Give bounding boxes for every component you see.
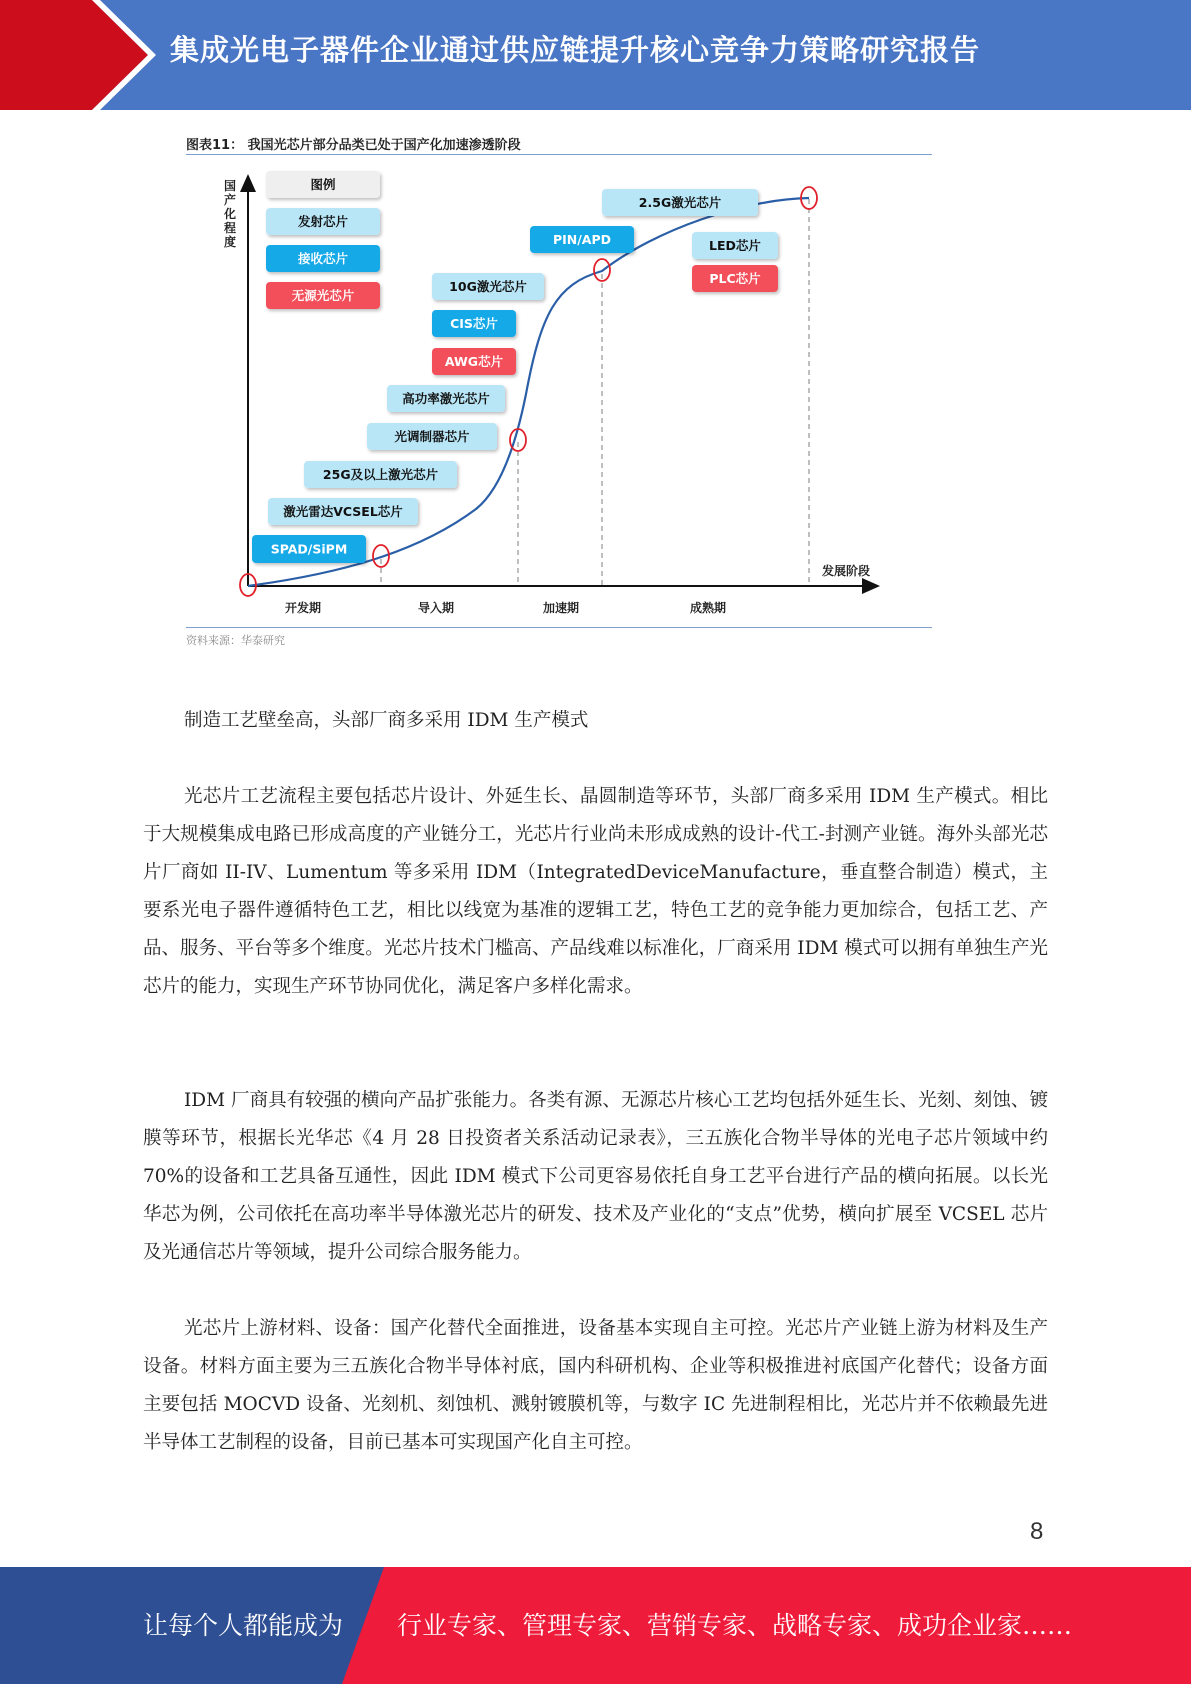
legend-item-label: 接收芯片 xyxy=(297,251,349,266)
chip-item-label: 25G及以上激光芯片 xyxy=(322,467,439,482)
footer-slogan-left: 让每个人都能成为 xyxy=(143,1611,344,1640)
x-axis-label: 发展阶段 xyxy=(822,564,871,578)
legend-item-label: 发射芯片 xyxy=(297,214,349,229)
chip-item xyxy=(602,189,758,216)
paragraph-text: 光芯片工艺流程主要包括芯片设计、外延生长、晶圆制造等环节，头部厂商多采用 IDM 生产模式。相比于大规模集成电路已形成高度的产业链分工，光芯片行业尚未形成成熟的设计-代工-封测产业链。海外头部光芯片厂商如 II-IV、Lumentum 等多采用 IDM（IntegratedDeviceManufacture，垂直整合制造）模式，主要系光电子器件遵循特色工艺，相比以线宽为基准的逻辑工艺，特色工艺的竞争能力更加综合，包括工艺、产品、服务、平台等多个维度。光芯片技术门槛高、产品线难以标准化，厂商采用 IDM 模式可以拥有单独生产光芯片的能力，实现生产环节协同优化，满足客户多样化需求。 xyxy=(143,786,1048,997)
body-paragraph-1 xyxy=(143,778,1048,1006)
chip-item-label: 光调制器芯片 xyxy=(394,429,470,444)
footer-slogan-right: 行业专家、管理专家、营销专家、战略专家、成功企业家…… xyxy=(397,1611,1073,1640)
paragraph-text: IDM 厂商具有较强的横向产品扩张能力。各类有源、无源芯片核心工艺均包括外延生长、光刻、刻蚀、镀膜等环节，根据长光华芯《4 月 28 日投资者关系活动记录表》，三五族化合物半导体的光电子芯片领域中约 70%的设备和工艺具备互通性，因此 IDM 模式下公司更容易依托自身工艺平台进行产品的横向拓展。以长光华芯为例，公司依托在高功率半导体激光芯片的研发、技术及产业化的“支点”优势，横向扩展至 VCSEL 芯片及光通信芯片等领域，提升公司综合服务能力。 xyxy=(143,1090,1048,1263)
chip-item xyxy=(432,348,516,375)
y-axis-label-char: 度 xyxy=(223,235,237,249)
section-heading: 制造工艺壁垒高，头部厂商多采用 IDM 生产模式 xyxy=(184,710,589,731)
page-number: 8 xyxy=(1030,1518,1044,1545)
legend-item xyxy=(266,171,380,198)
page-footer xyxy=(0,1567,1191,1684)
figure-title: 图表11： 我国光芯片部分品类已处于国产化加速渗透阶段 xyxy=(186,138,521,153)
chip-item xyxy=(252,535,366,563)
chip-item xyxy=(530,226,634,253)
page-header xyxy=(0,0,1191,110)
y-axis-label xyxy=(223,179,236,249)
paragraph-text: 光芯片上游材料、设备：国产化替代全面推进，设备基本实现自主可控。光芯片产业链上游为材料及生产设备。材料方面主要为三五族化合物半导体衬底，国内科研机构、企业等积极推进衬底国产化替代；设备方面主要包括 MOCVD 设备、光刻机、刻蚀机、溅射镀膜机等，与数字 IC 先进制程相比，光芯片并不依赖最先进半导体工艺制程的设备，目前已基本可实现国产化自主可控。 xyxy=(143,1318,1048,1453)
legend-item xyxy=(266,282,380,309)
chip-item-label: 激光雷达VCSEL芯片 xyxy=(283,504,403,519)
body-paragraph-3 xyxy=(143,1310,1048,1462)
body-heading-block xyxy=(143,702,1048,740)
chip-item-label: PLC芯片 xyxy=(709,271,761,286)
chip-item-label: 高功率激光芯片 xyxy=(402,391,490,406)
body-paragraph-2 xyxy=(143,1082,1048,1272)
chip-item xyxy=(268,498,418,525)
chip-item-label: PIN/APD xyxy=(552,232,612,247)
chip-item-label: SPAD/SiPM xyxy=(270,541,348,557)
chip-item-label: CIS芯片 xyxy=(450,316,498,331)
chip-item xyxy=(387,385,505,412)
y-axis-label-char: 国 xyxy=(223,179,237,193)
chip-item xyxy=(304,461,457,488)
chip-item-label: 2.5G激光芯片 xyxy=(638,195,722,210)
chip-item xyxy=(432,310,516,337)
stage-label: 加速期 xyxy=(542,601,580,615)
report-title: 集成光电子器件企业通过供应链提升核心竞争力策略研究报告 xyxy=(170,33,981,67)
figure-source: 资料来源：华泰研究 xyxy=(186,634,285,647)
figure xyxy=(186,134,932,654)
legend-item xyxy=(266,208,380,235)
legend-item-label: 图例 xyxy=(310,177,336,192)
chip-item xyxy=(432,273,544,300)
chip-item xyxy=(692,265,778,292)
chip-item-label: LED芯片 xyxy=(709,238,761,253)
y-axis-label-char: 程 xyxy=(223,221,237,235)
legend-item-label: 无源光芯片 xyxy=(291,288,355,303)
y-axis-label-char: 产 xyxy=(223,193,237,207)
s-curve-chart xyxy=(186,134,932,624)
figure-bottom-rule xyxy=(186,627,932,628)
legend-item xyxy=(266,245,380,272)
chip-item-label: 10G激光芯片 xyxy=(449,279,527,294)
stage-label: 成熟期 xyxy=(689,601,727,615)
stage-label: 开发期 xyxy=(284,601,322,615)
chip-item xyxy=(692,232,778,259)
y-axis-label-char: 化 xyxy=(223,207,237,221)
chip-item xyxy=(367,423,497,450)
chip-item-label: AWG芯片 xyxy=(444,354,504,369)
stage-label: 导入期 xyxy=(417,601,455,615)
